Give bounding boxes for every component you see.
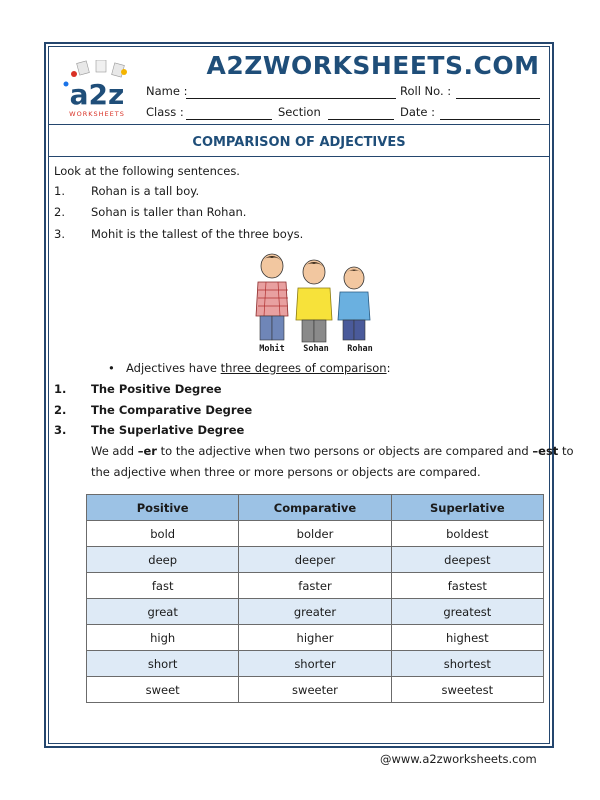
adjective-table [86,494,544,703]
degree-number: 2. [54,403,67,417]
intro-text: Look at the following sentences. [54,164,240,178]
table-cell: shorter [239,651,391,677]
section-label: Section [278,105,321,119]
rule-line-1: We add –er to the adjective when two persons or objects are compared and –est to [91,444,574,458]
table-row [87,573,544,599]
mohit-figure [256,254,288,340]
name-label: Name : [146,84,188,98]
table-cell: deeper [239,547,391,573]
table-cell: deep [87,547,239,573]
table-cell: high [87,625,239,651]
sohan-figure [296,260,332,342]
sentence-number: 2. [54,205,65,219]
worksheet-title: COMPARISON OF ADJECTIVES [192,135,406,150]
a2z-logo [58,60,136,120]
column-header-comparative: Comparative [239,495,391,521]
column-header-superlative: Superlative [391,495,543,521]
table-cell: fastest [391,573,543,599]
table-cell: greater [239,599,391,625]
table-cell: sweeter [239,677,391,703]
table-cell: short [87,651,239,677]
degree-number: 3. [54,423,67,437]
rohan-name: Rohan [347,344,373,354]
three-boys-illustration [250,250,380,355]
date-label: Date : [400,105,436,119]
table-row [87,547,544,573]
table-cell: sweetest [391,677,543,703]
name-field[interactable] [186,98,396,99]
underlined-phrase: three degrees of comparison [220,361,387,375]
roll-no-field[interactable] [456,98,540,99]
degree-label: The Superlative Degree [91,423,245,437]
degree-number: 1. [54,382,67,396]
svg-text:WORKSHEETS: WORKSHEETS [69,110,125,118]
rohan-figure [338,267,370,340]
table-row [87,677,544,703]
class-label: Class : [146,105,184,119]
degree-label: The Comparative Degree [91,403,253,417]
rule-line-2: the adjective when three or more persons or objects are compared. [91,465,481,479]
sentence-number: 1. [54,184,65,198]
table-cell: highest [391,625,543,651]
table-row [87,521,544,547]
table-cell: great [87,599,239,625]
table-row [87,625,544,651]
table-cell: deepest [391,547,543,573]
table-header-row [87,495,544,521]
column-header-positive: Positive [87,495,239,521]
degree-label: The Positive Degree [91,382,222,396]
class-field[interactable] [186,119,272,120]
table-cell: greatest [391,599,543,625]
worksheet-header [48,46,550,125]
table-cell: bolder [239,521,391,547]
mohit-name: Mohit [259,344,285,354]
sentence-text: Rohan is a tall boy. [91,184,200,198]
er-suffix: –er [137,444,157,458]
table-cell: boldest [391,521,543,547]
table-cell: sweet [87,677,239,703]
bullet-text: Adjectives have three degrees of comparison: [126,361,391,375]
bullet-dot: • [108,361,115,375]
table-cell: shortest [391,651,543,677]
date-field[interactable] [440,119,540,120]
table-cell: fast [87,573,239,599]
sentence-text: Sohan is taller than Rohan. [91,205,247,219]
sentence-number: 3. [54,227,65,241]
est-suffix: –est [532,444,559,458]
table-cell: bold [87,521,239,547]
sohan-name: Sohan [303,344,329,354]
footer-website[interactable]: @www.a2zworksheets.com [380,752,537,766]
title-divider [48,156,550,157]
section-field[interactable] [328,119,394,120]
table-row [87,599,544,625]
table-row [87,651,544,677]
sentence-text: Mohit is the tallest of the three boys. [91,227,304,241]
table-cell: faster [239,573,391,599]
roll-no-label: Roll No. : [400,84,452,98]
site-title: A2ZWORKSHEETS.COM [206,51,540,80]
table-cell: higher [239,625,391,651]
svg-text:a2z: a2z [69,78,125,111]
